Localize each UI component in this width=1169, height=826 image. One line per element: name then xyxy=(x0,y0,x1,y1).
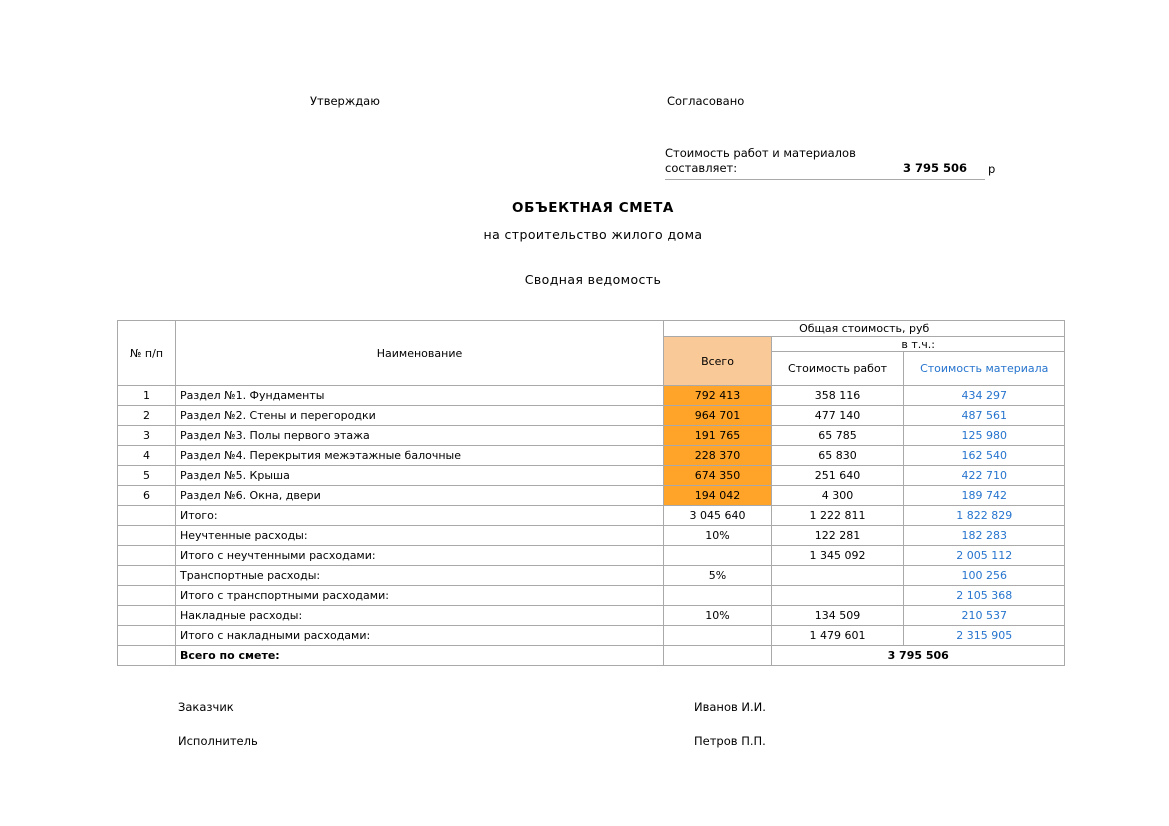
num-cell-empty xyxy=(118,586,176,606)
col-header-incl: в т.ч.: xyxy=(772,337,1065,352)
num-cell: 5 xyxy=(118,466,176,486)
col-header-num: № п/п xyxy=(118,321,176,386)
cost-note-line1: Стоимость работ и материалов xyxy=(665,146,856,160)
total-cell: 674 350 xyxy=(664,466,772,486)
name-cell: Итого с неучтенными расходами: xyxy=(176,546,664,566)
currency-label: р xyxy=(988,162,996,176)
col-header-total-group: Общая стоимость, руб xyxy=(664,321,1065,337)
name-cell: Итого с накладными расходами: xyxy=(176,626,664,646)
customer-label: Заказчик xyxy=(178,700,234,714)
num-cell-empty xyxy=(118,546,176,566)
name-cell: Раздел №4. Перекрытия межэтажные балочные xyxy=(176,446,664,466)
materials-cell: 2 005 112 xyxy=(904,546,1065,566)
subtitle-block xyxy=(118,224,1068,243)
approve-label: Утверждаю xyxy=(310,94,380,108)
works-cell: 4 300 xyxy=(772,486,904,506)
name-cell: Итого с транспортными расходами: xyxy=(176,586,664,606)
works-cell: 134 509 xyxy=(772,606,904,626)
cost-note-line2 xyxy=(665,161,985,176)
total-cell xyxy=(664,586,772,606)
total-cell: 191 765 xyxy=(664,426,772,446)
num-cell: 6 xyxy=(118,486,176,506)
num-cell: 4 xyxy=(118,446,176,466)
works-cell: 1 222 811 xyxy=(772,506,904,526)
total-cell xyxy=(664,626,772,646)
customer-name: Иванов И.И. xyxy=(694,700,766,714)
works-cell: 358 116 xyxy=(772,386,904,406)
total-cell: 10% xyxy=(664,606,772,626)
col-header-materials: Стоимость материала xyxy=(904,352,1065,386)
table-row xyxy=(118,406,1065,426)
grand-total-row xyxy=(118,646,1065,666)
grand-total-label: Всего по смете: xyxy=(176,646,664,666)
col-header-name: Наименование xyxy=(176,321,664,386)
table-row xyxy=(118,486,1065,506)
total-cell: 792 413 xyxy=(664,386,772,406)
title-block xyxy=(118,197,1068,216)
document-subtitle: на строительство жилого дома xyxy=(483,227,703,242)
materials-cell: 210 537 xyxy=(904,606,1065,626)
num-cell-empty xyxy=(118,626,176,646)
summary-row xyxy=(118,566,1065,586)
summary-row xyxy=(118,606,1065,626)
works-cell: 122 281 xyxy=(772,526,904,546)
document-title: ОБЪЕКТНАЯ СМЕТА xyxy=(512,200,674,216)
summary-row xyxy=(118,586,1065,606)
table-row xyxy=(118,466,1065,486)
total-cell: 3 045 640 xyxy=(664,506,772,526)
num-cell-empty xyxy=(118,606,176,626)
section-block xyxy=(118,269,1068,288)
cost-note xyxy=(665,146,985,180)
name-cell: Раздел №1. Фундаменты xyxy=(176,386,664,406)
materials-cell: 2 315 905 xyxy=(904,626,1065,646)
works-cell: 1 479 601 xyxy=(772,626,904,646)
total-cell: 194 042 xyxy=(664,486,772,506)
materials-cell: 1 822 829 xyxy=(904,506,1065,526)
contractor-label: Исполнитель xyxy=(178,734,258,748)
cost-total-value: 3 795 506 xyxy=(902,161,967,175)
materials-cell: 125 980 xyxy=(904,426,1065,446)
materials-cell: 189 742 xyxy=(904,486,1065,506)
num-cell-empty xyxy=(118,566,176,586)
num-cell-empty xyxy=(118,506,176,526)
table-row xyxy=(118,386,1065,406)
materials-cell: 487 561 xyxy=(904,406,1065,426)
name-cell: Раздел №2. Стены и перегородки xyxy=(176,406,664,426)
total-cell: 10% xyxy=(664,526,772,546)
name-cell: Раздел №6. Окна, двери xyxy=(176,486,664,506)
num-cell: 3 xyxy=(118,426,176,446)
num-cell: 2 xyxy=(118,406,176,426)
materials-cell: 182 283 xyxy=(904,526,1065,546)
header-row-1 xyxy=(118,321,1065,337)
summary-row xyxy=(118,626,1065,646)
contractor-name: Петров П.П. xyxy=(694,734,766,748)
works-cell: 65 785 xyxy=(772,426,904,446)
works-cell: 477 140 xyxy=(772,406,904,426)
name-cell: Неучтенные расходы: xyxy=(176,526,664,546)
summary-row xyxy=(118,526,1065,546)
name-cell: Итого: xyxy=(176,506,664,526)
materials-cell: 100 256 xyxy=(904,566,1065,586)
grand-total-value: 3 795 506 xyxy=(772,646,1065,666)
materials-cell: 2 105 368 xyxy=(904,586,1065,606)
num-cell-empty xyxy=(118,526,176,546)
col-header-total: Всего xyxy=(664,337,772,386)
works-cell: 1 345 092 xyxy=(772,546,904,566)
table-row xyxy=(118,426,1065,446)
name-cell: Накладные расходы: xyxy=(176,606,664,626)
total-cell xyxy=(664,546,772,566)
total-cell xyxy=(664,646,772,666)
num-cell: 1 xyxy=(118,386,176,406)
total-cell: 228 370 xyxy=(664,446,772,466)
works-cell xyxy=(772,586,904,606)
works-cell: 251 640 xyxy=(772,466,904,486)
materials-cell: 162 540 xyxy=(904,446,1065,466)
section-title: Сводная ведомость xyxy=(524,272,662,287)
name-cell: Раздел №3. Полы первого этажа xyxy=(176,426,664,446)
agree-label: Согласовано xyxy=(667,94,745,108)
summary-row xyxy=(118,506,1065,526)
num-cell-empty xyxy=(118,646,176,666)
works-cell xyxy=(772,566,904,586)
name-cell: Раздел №5. Крыша xyxy=(176,466,664,486)
works-cell: 65 830 xyxy=(772,446,904,466)
table-row xyxy=(118,446,1065,466)
estimate-table xyxy=(117,320,1065,666)
col-header-works: Стоимость работ xyxy=(772,352,904,386)
total-cell: 5% xyxy=(664,566,772,586)
materials-cell: 434 297 xyxy=(904,386,1065,406)
name-cell: Транспортные расходы: xyxy=(176,566,664,586)
cost-note-caption: составляет: xyxy=(665,161,738,175)
total-cell: 964 701 xyxy=(664,406,772,426)
materials-cell: 422 710 xyxy=(904,466,1065,486)
summary-row xyxy=(118,546,1065,566)
